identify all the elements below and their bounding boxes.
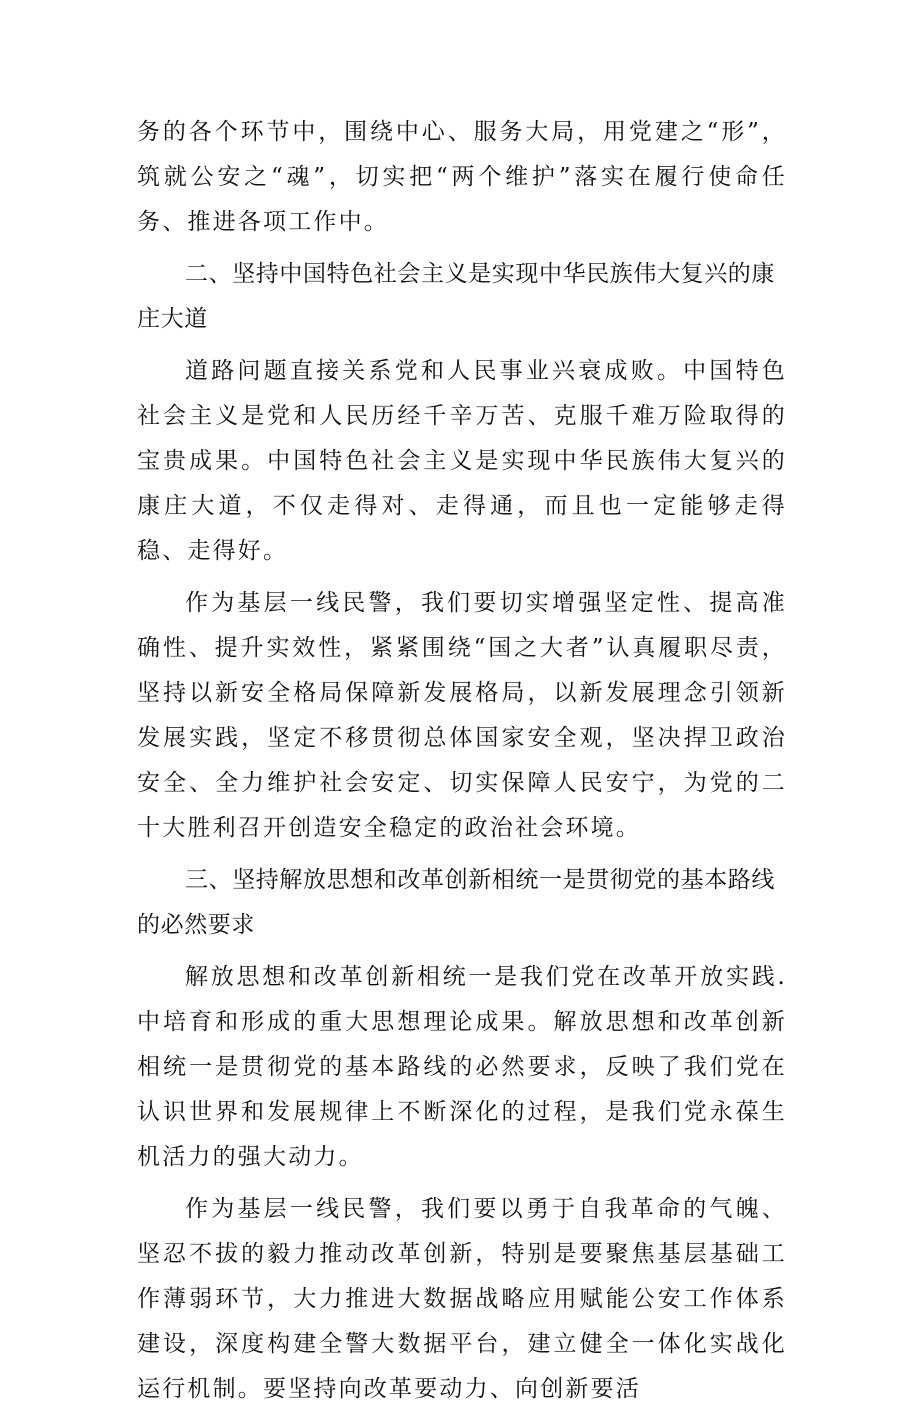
document-body [137,110,787,1419]
section-heading-3: 三、坚持解放思想和改革创新相统一是贯彻党的基本路线的必然要求 [137,867,775,938]
paragraph-continuation: 务的各个环节中，围绕中心、服务大局，用党建之“形”，筑就公安之“魂”，切实把“两个维护”落实在履行使命任务、推进各项工作中。 [137,119,787,235]
section-heading-2: 二、坚持中国特色社会主义是实现中华民族伟大复兴的康庄大道 [137,261,775,332]
paragraph-road-question: 道路问题直接关系党和人民事业兴衰成败。中国特色社会主义是党和人民历经千辛万苦、克服千难万险取得的宝贵成果。中国特色社会主义是实现中华民族伟大复兴的康庄大道，不仅走得对、走得通，而且也一定能够走得稳、走得好。 [137,358,787,564]
paragraph-police-duty-reform: 作为基层一线民警，我们要以勇于自我革命的气魄、坚忍不拔的毅力推动改革创新，特别是要聚焦基层基础工作薄弱环节，大力推进大数据战略应用赋能公安工作体系建设，深度构建全警大数据平台，建立健全一体化实战化运行机制。要坚持向改革要动力、向创新要活 [137,1196,787,1402]
paragraph-reform-innovation: 解放思想和改革创新相统一是我们党在改革开放实践.中培育和形成的重大思想理论成果。解放思想和改革创新相统一是贯彻党的基本路线的必然要求，反映了我们党在认识世界和发展规律上不断深化的过程，是我们党永葆生机活力的强大动力。 [137,964,787,1170]
paragraph-police-duty-security: 作为基层一线民警，我们要切实增强坚定性、提高准确性、提升实效性，紧紧围绕“国之大者”认真履职尽责，坚持以新安全格局保障新发展格局，以新发展理念引领新发展实践，坚定不移贯彻总体国家安全观，坚决捍卫政治安全、全力维护社会安定、切实保障人民安宁，为党的二十大胜利召开创造安全稳定的政治社会环境。 [137,590,787,841]
